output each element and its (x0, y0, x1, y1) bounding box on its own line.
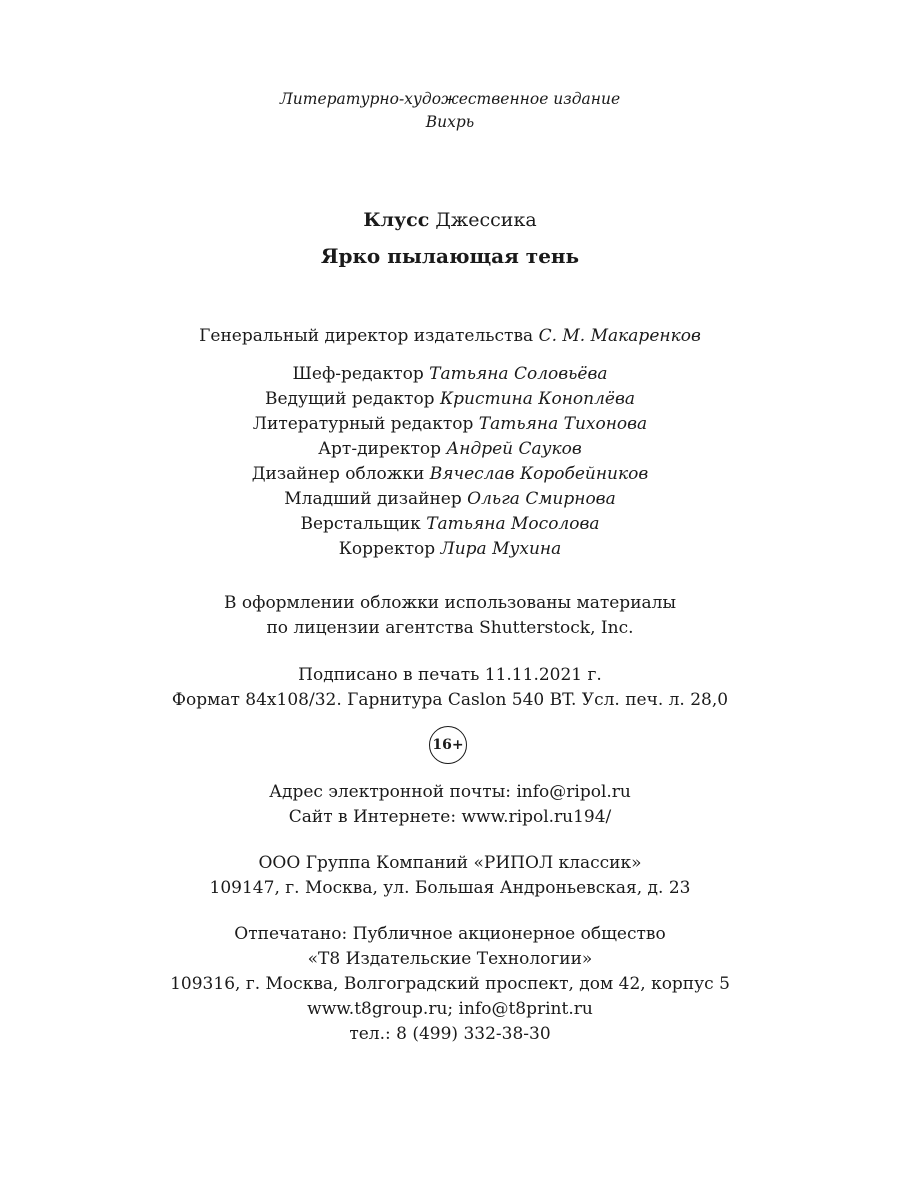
credit-role: Корректор (338, 539, 436, 559)
book-title: Ярко пылающая тень (320, 244, 580, 268)
credit-role: Арт-директор (318, 439, 441, 459)
credit-role: Верстальщик (300, 514, 421, 534)
printer-line: www.t8group.ru; info@t8print.ru (307, 999, 593, 1019)
credit-name: Татьяна Мосолова (426, 514, 600, 534)
general-director-line (0, 325, 900, 347)
credit-name: Ольга Смирнова (467, 489, 616, 509)
book-author (0, 209, 900, 231)
credit-role: Ведущий редактор (264, 389, 435, 409)
edition-type: Литературно-художественное издание (279, 90, 621, 108)
printer-line: 109316, г. Москва, Волгоградский проспект, дом 42, корпус 5 (170, 974, 730, 994)
credit-name: Лира Мухина (440, 539, 562, 559)
print-info-line: Подписано в печать 11.11.2021 г. (298, 665, 602, 685)
credit-name: Кристина Коноплёва (439, 389, 635, 409)
printer-line: тел.: 8 (499) 332-38-30 (349, 1024, 551, 1044)
cover-note-line: по лицензии агентства Shutterstock, Inc. (266, 618, 634, 638)
printer-line: Отпечатано: Публичное акционерное общество (234, 924, 666, 944)
printer-line: «Т8 Издательские Технологии» (307, 949, 593, 969)
credit-name: Андрей Сауков (446, 439, 582, 459)
cover-note-line: В оформлении обложки использованы материалы (224, 593, 676, 613)
publisher-address: 109147, г. Москва, ул. Большая Андроньевская, д. 23 (209, 878, 691, 898)
contact-site-line: Сайт в Интернете: www.ripol.ru194/ (288, 807, 612, 827)
contact-email-line: Адрес электронной почты: info@ripol.ru (269, 782, 631, 802)
credit-name: Вячеслав Коробейников (429, 464, 649, 484)
series-name: Вихрь (425, 113, 475, 131)
credit-line (0, 388, 900, 410)
author-first-name: Джессика (435, 209, 537, 231)
author-last-name: Клусс (363, 209, 430, 231)
credit-line (0, 538, 900, 560)
credit-name: Татьяна Тихонова (478, 414, 648, 434)
credit-role: Младший дизайнер (284, 489, 462, 509)
general-director-role: Генеральный директор издательства (199, 326, 534, 346)
age-rating-badge: 16+ (429, 726, 467, 764)
credit-role: Дизайнер обложки (251, 464, 425, 484)
credit-line (0, 438, 900, 460)
credit-role: Шеф-редактор (292, 364, 424, 384)
credit-line (0, 488, 900, 510)
credit-line (0, 413, 900, 435)
general-director-name: С. М. Макаренков (538, 326, 701, 346)
credit-line (0, 513, 900, 535)
credit-line (0, 363, 900, 385)
print-info-line: Формат 84х108/32. Гарнитура Caslon 540 BT. Усл. печ. л. 28,0 (171, 690, 729, 710)
publisher-name: ООО Группа Компаний «РИПОЛ классик» (258, 853, 642, 873)
credit-line (0, 463, 900, 485)
credit-role: Литературный редактор (252, 414, 474, 434)
credit-name: Татьяна Соловьёва (429, 364, 608, 384)
